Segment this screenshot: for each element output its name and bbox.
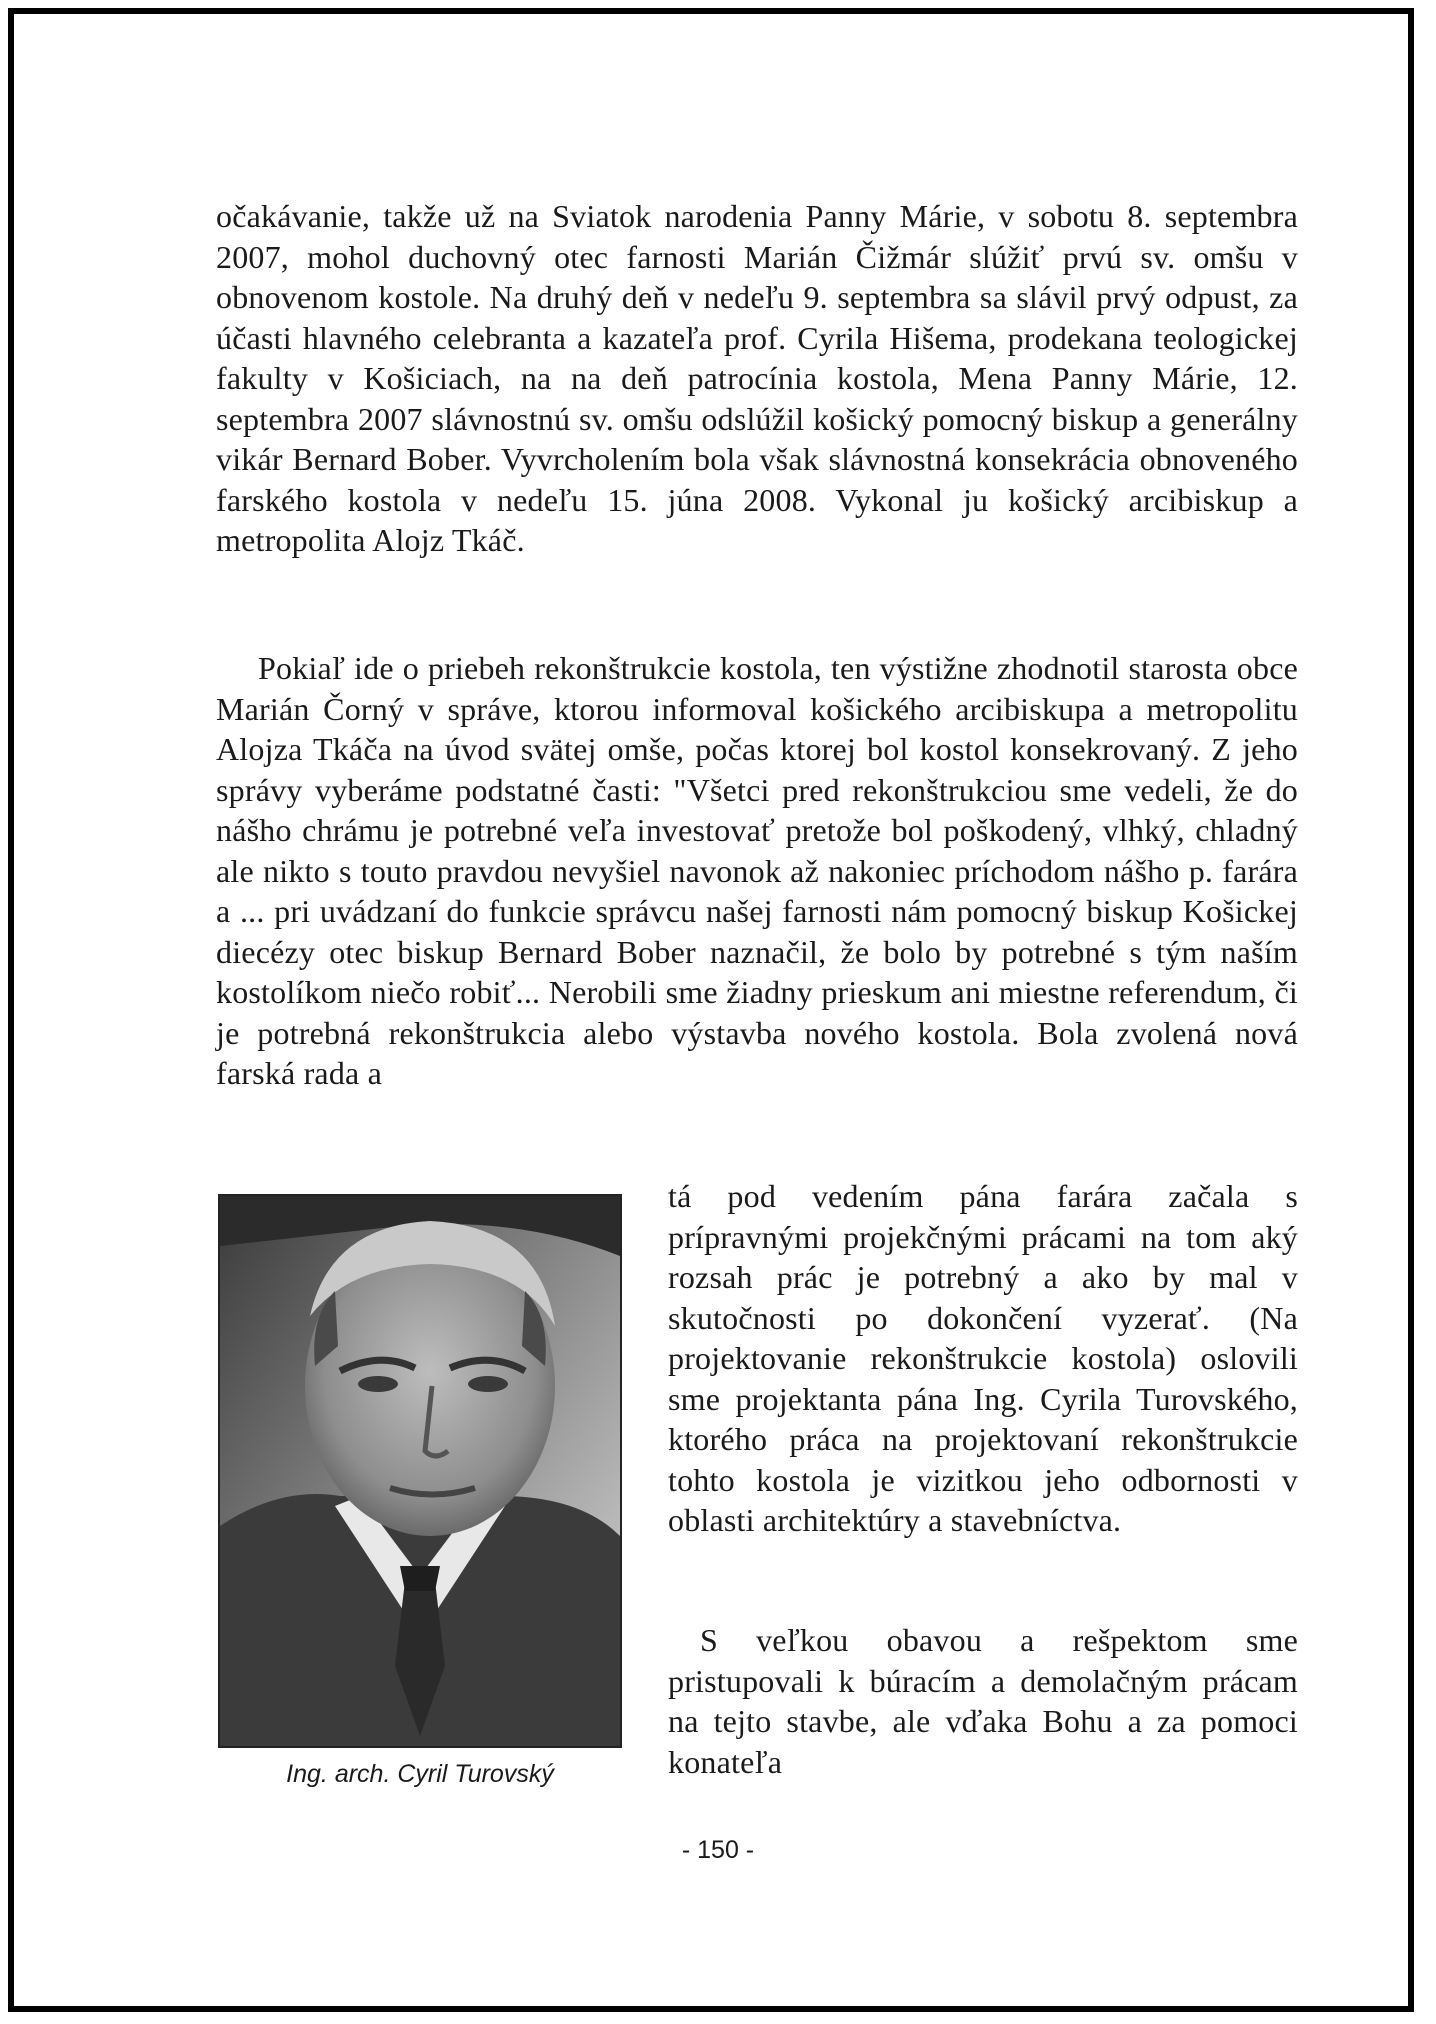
photo-caption: Ing. arch. Cyril Turovský	[286, 1760, 554, 1788]
paragraph-2: Pokiaľ ide o priebeh rekonštrukcie kostola, ten výstižne zhodnotil starosta obce Marián Čorný v správe, ktorou informoval košického arcibiskupa a metropolitu Alojza Tkáča na úvod svätej omše, počas ktorej bol kostol konsekrovaný. Z jeho správy vyberáme podstatné časti: "Všetci pred rekonštrukciou sme vedeli, že do nášho chrámu je potrebné veľa investovať pretože bol poškodený, vlhký, chladný ale nikto s touto pravdou nevyšiel navonok až nakoniec príchodom nášho p. farára a ... pri uvádzaní do funkcie správcu našej farnosti nám pomocný biskup Košickej diecézy otec biskup Bernard Bober naznačil, že bolo by potrebné s tým naším kostolíkom niečo robiť... Nerobili sme žiadny prieskum ani miestne referendum, či je potrebná rekonštrukcia alebo výstavba nového kostola. Bola zvolená nová farská rada a	[216, 650, 1298, 1091]
portrait-photo	[218, 1194, 622, 1748]
column-paragraph-2: S veľkou obavou a rešpektom sme pristupovali k búracím a demolačným prácam na tejto stavbe, ale vďaka Bohu a za pomoci konateľa	[668, 1622, 1298, 1780]
paragraph-1: očakávanie, takže už na Sviatok narodenia Panny Márie, v sobotu 8. septembra 2007, mohol duchovný otec farnosti Marián Čižmár slúžiť prvú sv. omšu v obnovenom kostole. Na druhý deň v nedeľu 9. septembra sa slávil prvý odpust, za účasti hlavného celebranta a kazateľa prof. Cyrila Hišema, prodekana teologickej fakulty v Košiciach, na na deň patrocínia kostola, Mena Panny Márie, 12. septembra 2007 slávnostnú sv. omšu odslúžil košický pomocný biskup a generálny vikár Bernard Bober. Vyvrcholením bola však slávnostná konsekrácia obnoveného farského kostola v nedeľu 15. júna 2008. Vykonal ju košický arcibiskup a metropolita Alojz Tkáč.	[216, 198, 1298, 558]
column-paragraph-1: tá pod vedením pána farára začala s prípravnými projekčnými prácami na tom aký rozsah prác je potrebný a ako by mal v skutočnosti po dokončení vyzerať. (Na projektovanie rekonštrukcie kostola) oslovili sme projektanta pána Ing. Cyrila Turovského, ktorého práca na projektovaní rekonštrukcie tohto kostola je vizitkou jeho odbornosti v oblasti architektúry a stavebníctva.	[668, 1178, 1298, 1538]
page-number: - 150 -	[681, 1836, 755, 1864]
